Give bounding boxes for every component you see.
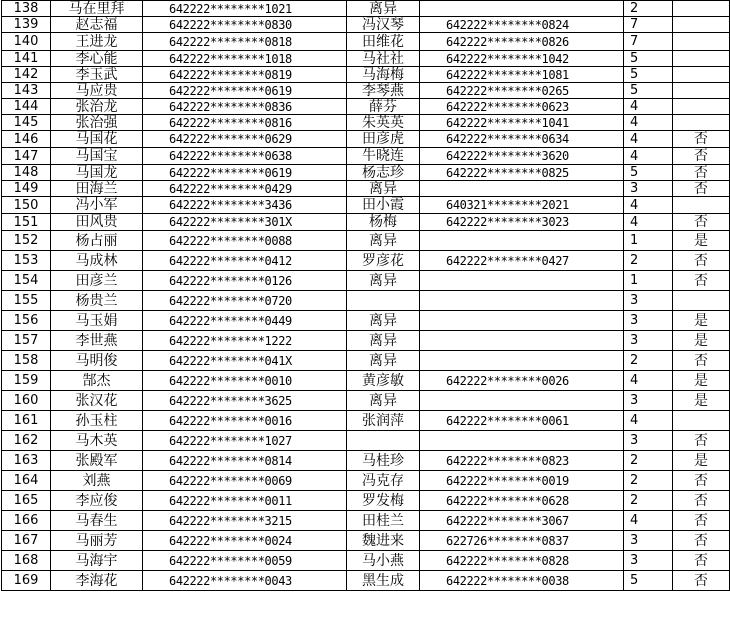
resident-name: 孙玉柱 — [51, 411, 143, 431]
resident-name: 田彦兰 — [51, 271, 143, 291]
table-row — [2, 331, 730, 351]
spouse-name: 田桂兰 — [347, 511, 420, 531]
flag-value: 否 — [673, 251, 730, 271]
household-size: 4 — [624, 197, 673, 214]
resident-name: 张殿军 — [51, 451, 143, 471]
table-row — [2, 551, 730, 571]
table-row — [2, 371, 730, 391]
spouse-name: 黑生成 — [347, 571, 420, 591]
table-row — [2, 231, 730, 251]
resident-name: 田风贵 — [51, 214, 143, 231]
row-number: 138 — [2, 1, 51, 17]
resident-id-number: 642222********1021 — [143, 1, 347, 17]
resident-name: 张汉花 — [51, 391, 143, 411]
spouse-name: 冯汉琴 — [347, 17, 420, 33]
spouse-id-number: 642222********0427 — [420, 251, 624, 271]
spouse-name: 离异 — [347, 331, 420, 351]
flag-value: 否 — [673, 511, 730, 531]
row-number: 148 — [2, 165, 51, 181]
row-number: 166 — [2, 511, 51, 531]
spouse-id-number: 642222********0061 — [420, 411, 624, 431]
table-row — [2, 99, 730, 115]
spouse-name: 朱英英 — [347, 115, 420, 131]
spouse-name: 离异 — [347, 351, 420, 371]
flag-value: 否 — [673, 351, 730, 371]
row-number: 149 — [2, 181, 51, 197]
row-number: 142 — [2, 67, 51, 83]
spouse-name: 离异 — [347, 231, 420, 251]
row-number: 140 — [2, 33, 51, 51]
resident-id-number: 642222********3625 — [143, 391, 347, 411]
resident-id-number: 642222********041X — [143, 351, 347, 371]
resident-name: 田海兰 — [51, 181, 143, 197]
resident-name: 马木英 — [51, 431, 143, 451]
household-size: 2 — [624, 1, 673, 17]
resident-id-number: 642222********0024 — [143, 531, 347, 551]
row-number: 167 — [2, 531, 51, 551]
row-number: 152 — [2, 231, 51, 251]
spouse-name — [347, 431, 420, 451]
spouse-id-number — [420, 291, 624, 311]
table-row — [2, 311, 730, 331]
row-number: 159 — [2, 371, 51, 391]
table-row — [2, 431, 730, 451]
household-size: 4 — [624, 99, 673, 115]
flag-value — [673, 17, 730, 33]
flag-value — [673, 99, 730, 115]
spouse-name: 马社社 — [347, 51, 420, 67]
table-row — [2, 391, 730, 411]
resident-id-number: 642222********0818 — [143, 33, 347, 51]
household-size: 5 — [624, 165, 673, 181]
spouse-id-number: 622726********0837 — [420, 531, 624, 551]
row-number: 163 — [2, 451, 51, 471]
flag-value — [673, 197, 730, 214]
household-size: 4 — [624, 411, 673, 431]
resident-name: 马春生 — [51, 511, 143, 531]
household-size: 3 — [624, 531, 673, 551]
resident-name: 张治强 — [51, 115, 143, 131]
row-number: 158 — [2, 351, 51, 371]
flag-value: 否 — [673, 131, 730, 148]
flag-value: 是 — [673, 391, 730, 411]
household-size: 3 — [624, 331, 673, 351]
resident-name: 马国花 — [51, 131, 143, 148]
resident-name: 李海花 — [51, 571, 143, 591]
table-row — [2, 148, 730, 165]
row-number: 157 — [2, 331, 51, 351]
resident-name: 马在里拜 — [51, 1, 143, 17]
resident-id-number: 642222********0429 — [143, 181, 347, 197]
household-size: 5 — [624, 83, 673, 99]
resident-name: 马应贵 — [51, 83, 143, 99]
household-size: 3 — [624, 551, 673, 571]
household-size: 1 — [624, 271, 673, 291]
spouse-id-number — [420, 231, 624, 251]
spouse-name: 牛晓连 — [347, 148, 420, 165]
table-row — [2, 51, 730, 67]
spouse-name: 冯克存 — [347, 471, 420, 491]
resident-id-number: 642222********0016 — [143, 411, 347, 431]
flag-value: 否 — [673, 491, 730, 511]
household-size: 2 — [624, 451, 673, 471]
spouse-id-number — [420, 271, 624, 291]
resident-id-number: 642222********0720 — [143, 291, 347, 311]
spouse-name: 薛芬 — [347, 99, 420, 115]
flag-value: 否 — [673, 181, 730, 197]
spouse-name: 罗发梅 — [347, 491, 420, 511]
spouse-id-number: 642222********0824 — [420, 17, 624, 33]
spouse-id-number — [420, 1, 624, 17]
flag-value: 否 — [673, 471, 730, 491]
spouse-id-number: 642222********0019 — [420, 471, 624, 491]
row-number: 165 — [2, 491, 51, 511]
flag-value: 是 — [673, 451, 730, 471]
resident-id-number: 642222********0638 — [143, 148, 347, 165]
household-size: 2 — [624, 491, 673, 511]
row-number: 154 — [2, 271, 51, 291]
household-size: 3 — [624, 291, 673, 311]
table-row — [2, 411, 730, 431]
table-row — [2, 291, 730, 311]
spouse-name: 离异 — [347, 391, 420, 411]
spouse-id-number — [420, 181, 624, 197]
resident-name: 马国龙 — [51, 165, 143, 181]
resident-id-number: 642222********3215 — [143, 511, 347, 531]
spouse-id-number — [420, 431, 624, 451]
table-row — [2, 181, 730, 197]
household-table-body — [2, 1, 730, 591]
flag-value — [673, 67, 730, 83]
household-size: 2 — [624, 471, 673, 491]
spouse-id-number: 642222********3620 — [420, 148, 624, 165]
resident-id-number: 642222********0412 — [143, 251, 347, 271]
flag-value — [673, 83, 730, 99]
spouse-name: 杨梅 — [347, 214, 420, 231]
resident-name: 王进龙 — [51, 33, 143, 51]
resident-id-number: 642222********3436 — [143, 197, 347, 214]
resident-id-number: 642222********1027 — [143, 431, 347, 451]
spouse-name: 离异 — [347, 181, 420, 197]
spouse-name: 马小燕 — [347, 551, 420, 571]
spouse-id-number — [420, 351, 624, 371]
household-size: 4 — [624, 131, 673, 148]
spouse-id-number: 642222********0038 — [420, 571, 624, 591]
row-number: 150 — [2, 197, 51, 214]
row-number: 168 — [2, 551, 51, 571]
spouse-name: 张润萍 — [347, 411, 420, 431]
resident-name: 杨占丽 — [51, 231, 143, 251]
row-number: 144 — [2, 99, 51, 115]
spouse-name: 魏进来 — [347, 531, 420, 551]
flag-value: 否 — [673, 571, 730, 591]
spouse-id-number: 642222********0634 — [420, 131, 624, 148]
spouse-id-number: 642222********0825 — [420, 165, 624, 181]
spouse-id-number: 642222********3067 — [420, 511, 624, 531]
spouse-id-number: 642222********1081 — [420, 67, 624, 83]
flag-value: 否 — [673, 531, 730, 551]
resident-name: 李心能 — [51, 51, 143, 67]
resident-id-number: 642222********0011 — [143, 491, 347, 511]
spouse-name: 李琴燕 — [347, 83, 420, 99]
table-row — [2, 214, 730, 231]
resident-name: 马丽芳 — [51, 531, 143, 551]
spouse-id-number — [420, 311, 624, 331]
household-size: 4 — [624, 148, 673, 165]
household-size: 4 — [624, 214, 673, 231]
row-number: 151 — [2, 214, 51, 231]
flag-value: 否 — [673, 551, 730, 571]
spouse-id-number: 642222********0265 — [420, 83, 624, 99]
spouse-id-number — [420, 391, 624, 411]
row-number: 139 — [2, 17, 51, 33]
table-row — [2, 33, 730, 51]
resident-name: 杨贵兰 — [51, 291, 143, 311]
row-number: 147 — [2, 148, 51, 165]
spouse-name: 黄彦敏 — [347, 371, 420, 391]
flag-value — [673, 33, 730, 51]
flag-value: 否 — [673, 165, 730, 181]
resident-id-number: 642222********0619 — [143, 83, 347, 99]
row-number: 153 — [2, 251, 51, 271]
resident-id-number: 642222********0629 — [143, 131, 347, 148]
spouse-name: 罗彦花 — [347, 251, 420, 271]
spouse-id-number — [420, 331, 624, 351]
table-row — [2, 571, 730, 591]
table-row — [2, 67, 730, 83]
resident-id-number: 642222********0619 — [143, 165, 347, 181]
resident-id-number: 642222********0069 — [143, 471, 347, 491]
resident-id-number: 642222********0449 — [143, 311, 347, 331]
flag-value — [673, 51, 730, 67]
resident-id-number: 642222********1018 — [143, 51, 347, 67]
table-row — [2, 1, 730, 17]
spouse-name: 离异 — [347, 271, 420, 291]
household-size: 3 — [624, 311, 673, 331]
household-size: 7 — [624, 33, 673, 51]
spouse-id-number: 642222********0026 — [420, 371, 624, 391]
household-table — [1, 0, 730, 591]
household-size: 5 — [624, 571, 673, 591]
flag-value: 是 — [673, 331, 730, 351]
row-number: 145 — [2, 115, 51, 131]
resident-id-number: 642222********0059 — [143, 551, 347, 571]
spouse-id-number: 642222********3023 — [420, 214, 624, 231]
table-row — [2, 491, 730, 511]
spouse-id-number: 642222********1041 — [420, 115, 624, 131]
flag-value: 是 — [673, 371, 730, 391]
resident-name: 张治龙 — [51, 99, 143, 115]
spouse-id-number: 642222********0828 — [420, 551, 624, 571]
spouse-name: 田维花 — [347, 33, 420, 51]
spouse-id-number: 642222********0826 — [420, 33, 624, 51]
resident-id-number: 642222********0043 — [143, 571, 347, 591]
spouse-name: 离异 — [347, 1, 420, 17]
household-size: 5 — [624, 51, 673, 67]
spouse-name: 田小霞 — [347, 197, 420, 214]
flag-value: 否 — [673, 431, 730, 451]
resident-name: 冯小军 — [51, 197, 143, 214]
row-number: 146 — [2, 131, 51, 148]
resident-id-number: 642222********0088 — [143, 231, 347, 251]
resident-id-number: 642222********0819 — [143, 67, 347, 83]
resident-name: 李世燕 — [51, 331, 143, 351]
table-row — [2, 251, 730, 271]
spouse-name: 离异 — [347, 311, 420, 331]
household-size: 4 — [624, 115, 673, 131]
table-row — [2, 351, 730, 371]
resident-name: 赵志福 — [51, 17, 143, 33]
household-size: 7 — [624, 17, 673, 33]
table-row — [2, 531, 730, 551]
table-row — [2, 17, 730, 33]
household-size: 5 — [624, 67, 673, 83]
flag-value — [673, 1, 730, 17]
spouse-name: 马桂珍 — [347, 451, 420, 471]
spouse-name: 田彦虎 — [347, 131, 420, 148]
resident-id-number: 642222********0836 — [143, 99, 347, 115]
table-row — [2, 115, 730, 131]
household-size: 4 — [624, 371, 673, 391]
resident-name: 李应俊 — [51, 491, 143, 511]
spouse-name: 杨志珍 — [347, 165, 420, 181]
table-row — [2, 451, 730, 471]
spouse-id-number: 642222********0628 — [420, 491, 624, 511]
spouse-id-number: 642222********0623 — [420, 99, 624, 115]
table-row — [2, 511, 730, 531]
resident-name: 马明俊 — [51, 351, 143, 371]
flag-value — [673, 411, 730, 431]
household-size: 4 — [624, 511, 673, 531]
table-row — [2, 131, 730, 148]
resident-name: 马玉娟 — [51, 311, 143, 331]
row-number: 141 — [2, 51, 51, 67]
resident-id-number: 642222********0816 — [143, 115, 347, 131]
spouse-id-number: 640321********2021 — [420, 197, 624, 214]
resident-id-number: 642222********0814 — [143, 451, 347, 471]
row-number: 143 — [2, 83, 51, 99]
resident-name: 刘燕 — [51, 471, 143, 491]
resident-id-number: 642222********0126 — [143, 271, 347, 291]
flag-value: 是 — [673, 231, 730, 251]
resident-name: 郜杰 — [51, 371, 143, 391]
row-number: 155 — [2, 291, 51, 311]
table-row — [2, 271, 730, 291]
spouse-id-number: 642222********1042 — [420, 51, 624, 67]
household-size: 3 — [624, 391, 673, 411]
household-size: 2 — [624, 351, 673, 371]
spouse-name: 马海梅 — [347, 67, 420, 83]
flag-value: 否 — [673, 214, 730, 231]
resident-name: 马成林 — [51, 251, 143, 271]
household-size: 3 — [624, 431, 673, 451]
table-row — [2, 471, 730, 491]
row-number: 160 — [2, 391, 51, 411]
resident-name: 马国宝 — [51, 148, 143, 165]
row-number: 161 — [2, 411, 51, 431]
resident-id-number: 642222********0010 — [143, 371, 347, 391]
flag-value — [673, 291, 730, 311]
table-row — [2, 197, 730, 214]
resident-name: 李玉武 — [51, 67, 143, 83]
row-number: 164 — [2, 471, 51, 491]
row-number: 162 — [2, 431, 51, 451]
spouse-name — [347, 291, 420, 311]
spouse-id-number: 642222********0823 — [420, 451, 624, 471]
flag-value: 是 — [673, 311, 730, 331]
household-size: 2 — [624, 251, 673, 271]
flag-value: 否 — [673, 271, 730, 291]
household-size: 3 — [624, 181, 673, 197]
row-number: 169 — [2, 571, 51, 591]
resident-id-number: 642222********301X — [143, 214, 347, 231]
resident-id-number: 642222********0830 — [143, 17, 347, 33]
table-row — [2, 165, 730, 181]
resident-id-number: 642222********1222 — [143, 331, 347, 351]
row-number: 156 — [2, 311, 51, 331]
resident-name: 马海宇 — [51, 551, 143, 571]
flag-value — [673, 115, 730, 131]
flag-value: 否 — [673, 148, 730, 165]
household-size: 1 — [624, 231, 673, 251]
table-row — [2, 83, 730, 99]
